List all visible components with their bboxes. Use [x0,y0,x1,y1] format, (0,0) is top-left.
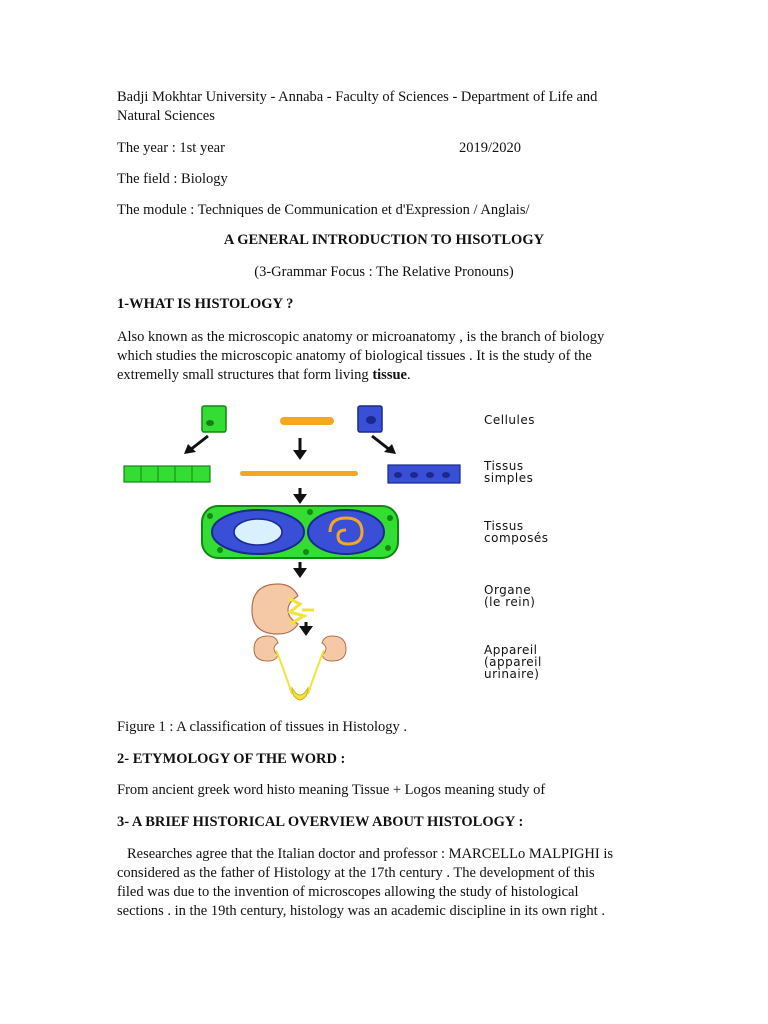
label-cellules: Cellules [484,413,536,427]
academic-year: 2019/2020 [459,140,522,156]
histology-classification-figure [110,398,590,710]
label-tissus-simples-1: Tissus [484,459,524,473]
module-label: The module : Techniques de Communication et d'Expression / Anglais/ [117,202,530,218]
orange-cell [280,417,334,425]
section1-text-line-2: which studies the microscopic anatomy of biological tissues . It is the study of the [117,348,592,364]
section3-line-4: sections . in the 19th century, histology was an academic discipline in its own right . [117,903,605,919]
arrow-row-3 [293,562,307,578]
figure-labels [483,413,548,681]
composite-tissue [202,506,398,558]
cells-row [202,406,382,432]
green-tissue [124,466,210,482]
section1-text-plain: extremelly small structures that form living [117,367,373,383]
urinary-system [254,636,346,700]
label-tissus-composes-1: Tissus [484,519,524,533]
figure-diagram [110,398,590,710]
institution-line-1: Badji Mokhtar University - Annaba - Faculty of Sciences - Department of Life and [117,89,598,105]
label-appareil-2: (appareil [484,655,542,669]
institution-line-2: Natural Sciences [117,108,215,124]
tissue-bold-word: tissue [372,367,407,383]
section3-line-3: filed was due to the invention of microscopes allowing the study of histological [117,884,579,900]
arrow-row-2 [293,488,307,504]
field-label: The field : Biology [117,171,228,187]
label-appareil-1: Appareil [484,643,538,657]
year-label: The year : 1st year [117,140,225,156]
label-organe-1: Organe [484,583,532,597]
section3-line-2: considered as the father of Histology at the 17th century . The development of this [117,865,595,881]
arrow-row-4 [299,622,313,636]
section1-heading: 1-WHAT IS HISTOLOGY ? [117,296,294,312]
section2-heading: 2- ETYMOLOGY OF THE WORD : [117,751,346,767]
section1-text-period: . [406,367,411,383]
arrows-row-1 [184,436,396,460]
label-appareil-3: urinaire) [484,667,540,681]
label-tissus-simples-2: simples [484,471,534,485]
label-tissus-composes-2: composés [484,531,549,545]
section1-text-line-3 [117,366,411,385]
section2-text: From ancient greek word histo meaning Tissue + Logos meaning study of [117,782,546,798]
orange-tissue [240,471,358,476]
figure-caption: Figure 1 : A classification of tissues in Histology . [117,719,407,735]
section3-line-1: Researches agree that the Italian doctor and professor : MARCELLo MALPIGHI is [127,846,614,862]
label-organe-2: (le rein) [484,595,536,609]
document-title: A GENERAL INTRODUCTION TO HISOTLOGY [223,232,545,248]
document-subtitle: (3-Grammar Focus : The Relative Pronouns) [254,264,514,280]
section3-heading: 3- A BRIEF HISTORICAL OVERVIEW ABOUT HISTOLOGY : [117,814,524,830]
green-cell [202,406,226,432]
section1-text-line-1: Also known as the microscopic anatomy or microanatomy , is the branch of biology [117,329,605,345]
simple-tissues-row [124,465,460,483]
